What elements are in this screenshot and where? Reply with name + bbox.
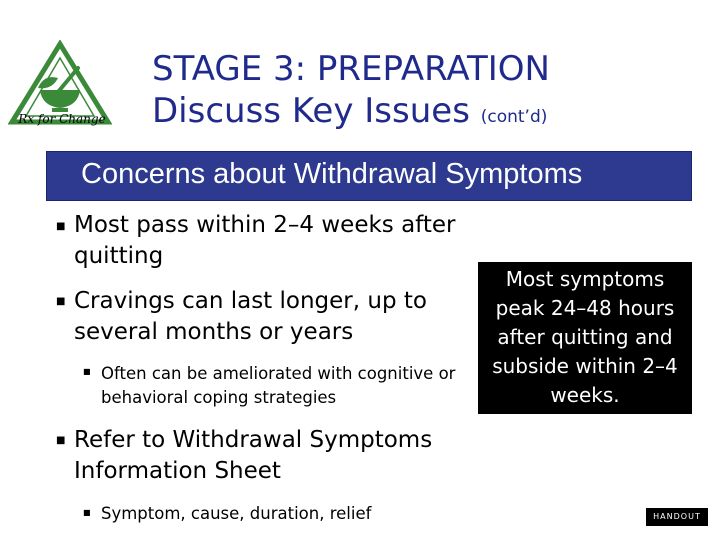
bullet-square-icon: ■ [83, 367, 91, 376]
title-suffix: (cont’d) [480, 107, 548, 127]
title-line-1: STAGE 3: PREPARATION [152, 49, 550, 89]
section-banner [46, 151, 692, 201]
bullet-subitem: Often can be ameliorated with cognitive or behavioral coping strategies [101, 364, 456, 407]
banner-text: Concerns about Withdrawal Symptoms [81, 158, 583, 190]
bullet-item: Cravings can last longer, up to several months or years [74, 288, 427, 345]
bullet-subitem: Symptom, cause, duration, relief [101, 504, 372, 523]
callout-box [478, 262, 692, 414]
bullet-square-icon: ■ [83, 508, 91, 517]
handout-badge: HANDOUT [646, 508, 708, 526]
bullet-square-icon: ■ [56, 296, 66, 307]
title-line-2 [152, 90, 550, 138]
page-title [152, 48, 550, 138]
logo-text: Rx for Change [18, 112, 106, 126]
title-main: Discuss Key Issues [152, 91, 470, 131]
bullet-square-icon: ■ [56, 435, 66, 446]
bullet-item: Refer to Withdrawal Symptoms Information Sheet [74, 427, 433, 484]
callout-text: Most symptoms peak 24–48 hours after quitting and subside within 2–4 weeks. [492, 267, 678, 407]
bullet-item: Most pass within 2–4 weeks after quitting [74, 212, 456, 269]
rx-for-change-logo [8, 40, 112, 132]
bullet-square-icon: ■ [56, 221, 66, 232]
